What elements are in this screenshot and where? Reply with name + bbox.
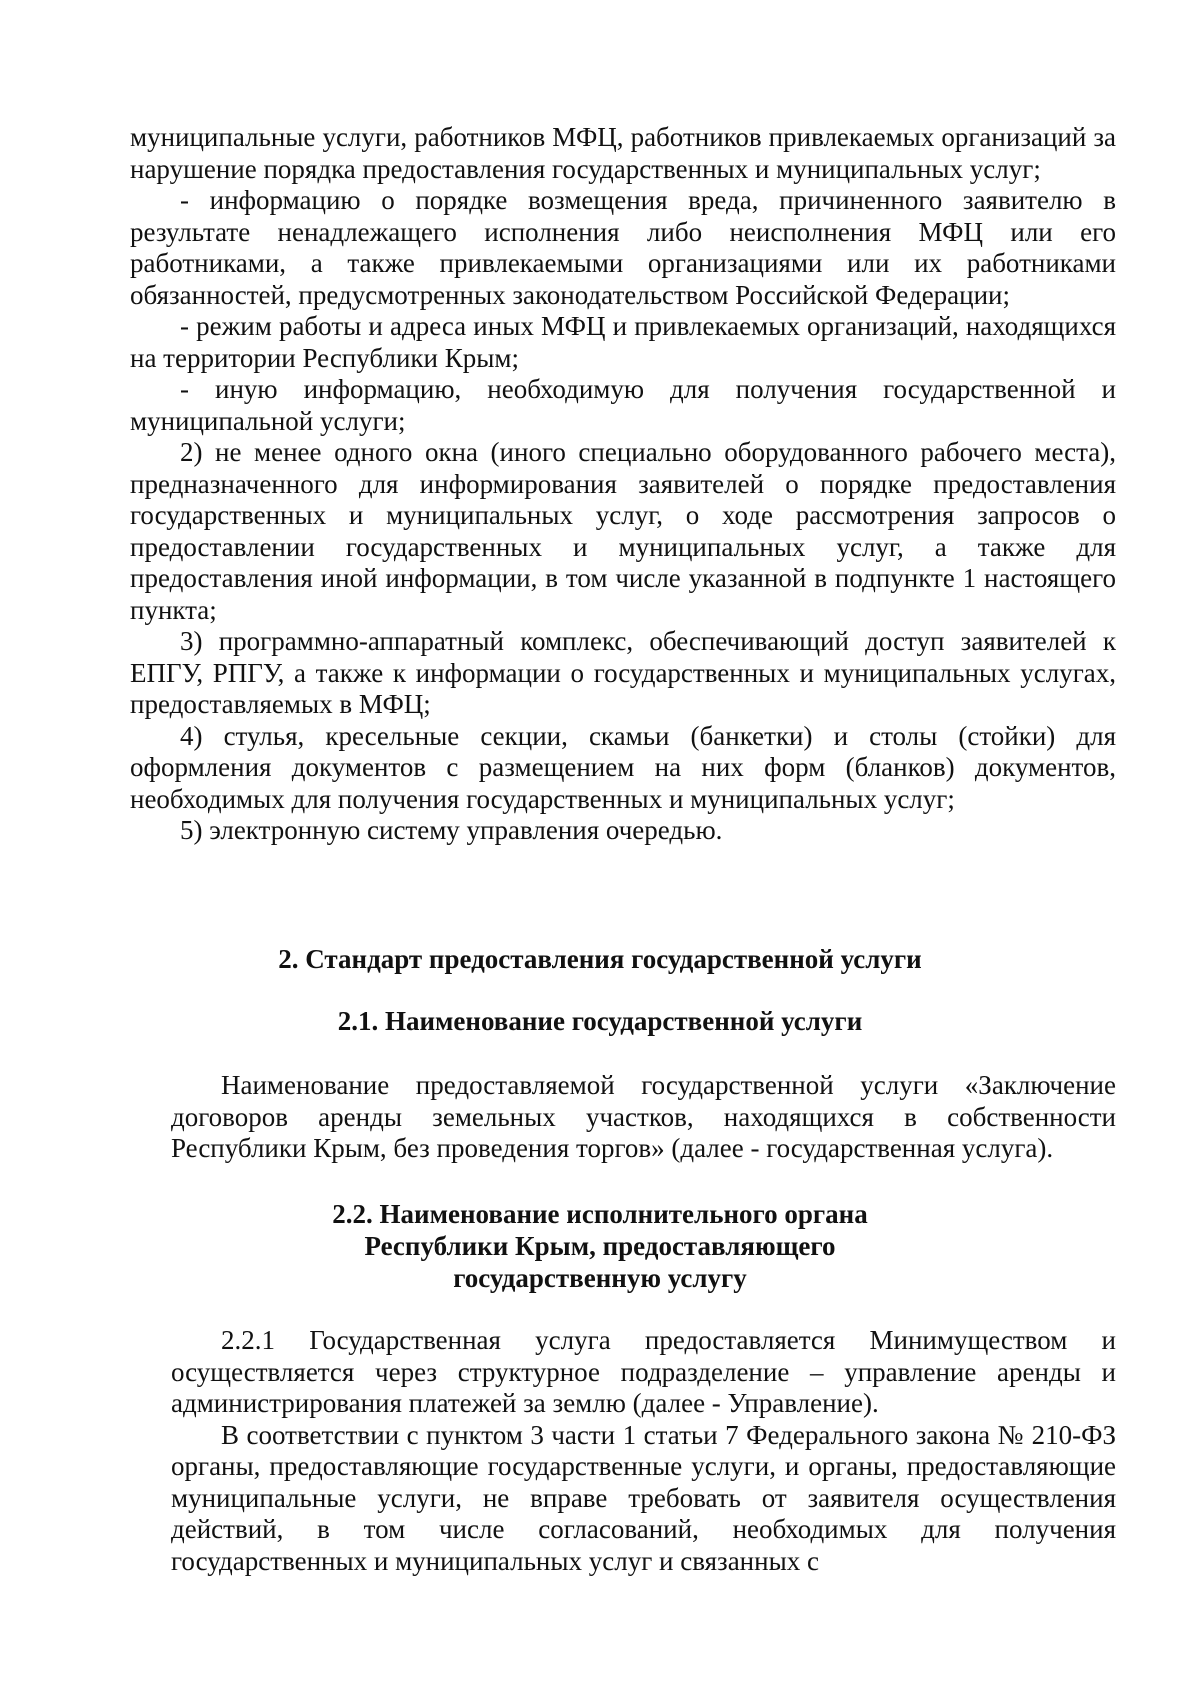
section-2-2-heading <box>0 1198 1200 1294</box>
paragraph-service-name: Наименование предоставляемой государственной услуги «Заключение договоров аренды земельных участков, находящихся в собственности Республики Крым, без проведения торгов» (далее - государственная услуга). <box>171 1070 1116 1163</box>
paragraph-working-hours: - режим работы и адреса иных МФЦ и привлекаемых организаций, находящихся на территории Республики Крым; <box>130 311 1116 373</box>
heading-line: 2.2. Наименование исполнительного органа <box>332 1199 868 1229</box>
service-name-section <box>171 1070 1116 1165</box>
paragraph-item-2: 2) не менее одного окна (иного специально оборудованного рабочего места), предназначенного для информирования заявителей о порядке предоставления государственных и муниципальных услуг, о ходе рассмотрения запросов о предоставлении государственных и муниципальных услуг, а также для предоставления иной информации, в том числе указанной в подпункте 1 настоящего пункта; <box>130 437 1116 625</box>
paragraph-harm-compensation: - информацию о порядке возмещения вреда, причиненного заявителю в результате ненадлежащего исполнения либо неисполнения МФЦ или его работниками, а также привлекаемыми организациями или их работниками обязанностей, предусмотренных законодательством Российской Федерации; <box>130 185 1116 310</box>
paragraph-2-2-1: 2.2.1 Государственная услуга предоставляется Минимуществом и осуществляется через структурное подразделение – управление аренды и администрирования платежей за землю (далее - Управление). <box>171 1325 1116 1418</box>
paragraph-other-info: - иную информацию, необходимую для получения государственной и муниципальной услуги; <box>130 374 1116 436</box>
paragraph-item-5: 5) электронную систему управления очередью. <box>180 815 723 845</box>
paragraph-continuation: муниципальные услуги, работников МФЦ, работников привлекаемых организаций за нарушение порядка предоставления государственных и муниципальных услуг; <box>130 122 1116 184</box>
section-2-heading: 2. Стандарт предоставления государственной услуги <box>278 944 922 974</box>
executive-body-section <box>171 1325 1116 1577</box>
paragraph-item-4: 4) стулья, кресельные секции, скамьи (банкетки) и столы (стойки) для оформления документов с размещением на них форм (бланков) документов, необходимых для получения государственных и муниципальных услуг; <box>130 720 1116 814</box>
paragraph-item-3: 3) программно-аппаратный комплекс, обеспечивающий доступ заявителей к ЕПГУ, РПГУ, а также к информации о государственных и муниципальных услугах, предоставляемых в МФЦ; <box>130 626 1116 719</box>
heading-line: государственную услугу <box>453 1263 747 1293</box>
heading-line: Республики Крым, предоставляющего <box>364 1231 836 1261</box>
section-2-1-heading: 2.1. Наименование государственной услуги <box>337 1006 863 1036</box>
services-list-section <box>130 122 1116 847</box>
paragraph-federal-law: В соответствии с пунктом 3 части 1 статьи 7 Федерального закона № 210-ФЗ органы, предоставляющие государственные услуги, и органы, предоставляющие муниципальные услуги, не вправе требовать от заявителя осуществления действий, в том числе согласований, необходимых для получения государственных и муниципальных услуг и связанных с <box>171 1419 1116 1576</box>
